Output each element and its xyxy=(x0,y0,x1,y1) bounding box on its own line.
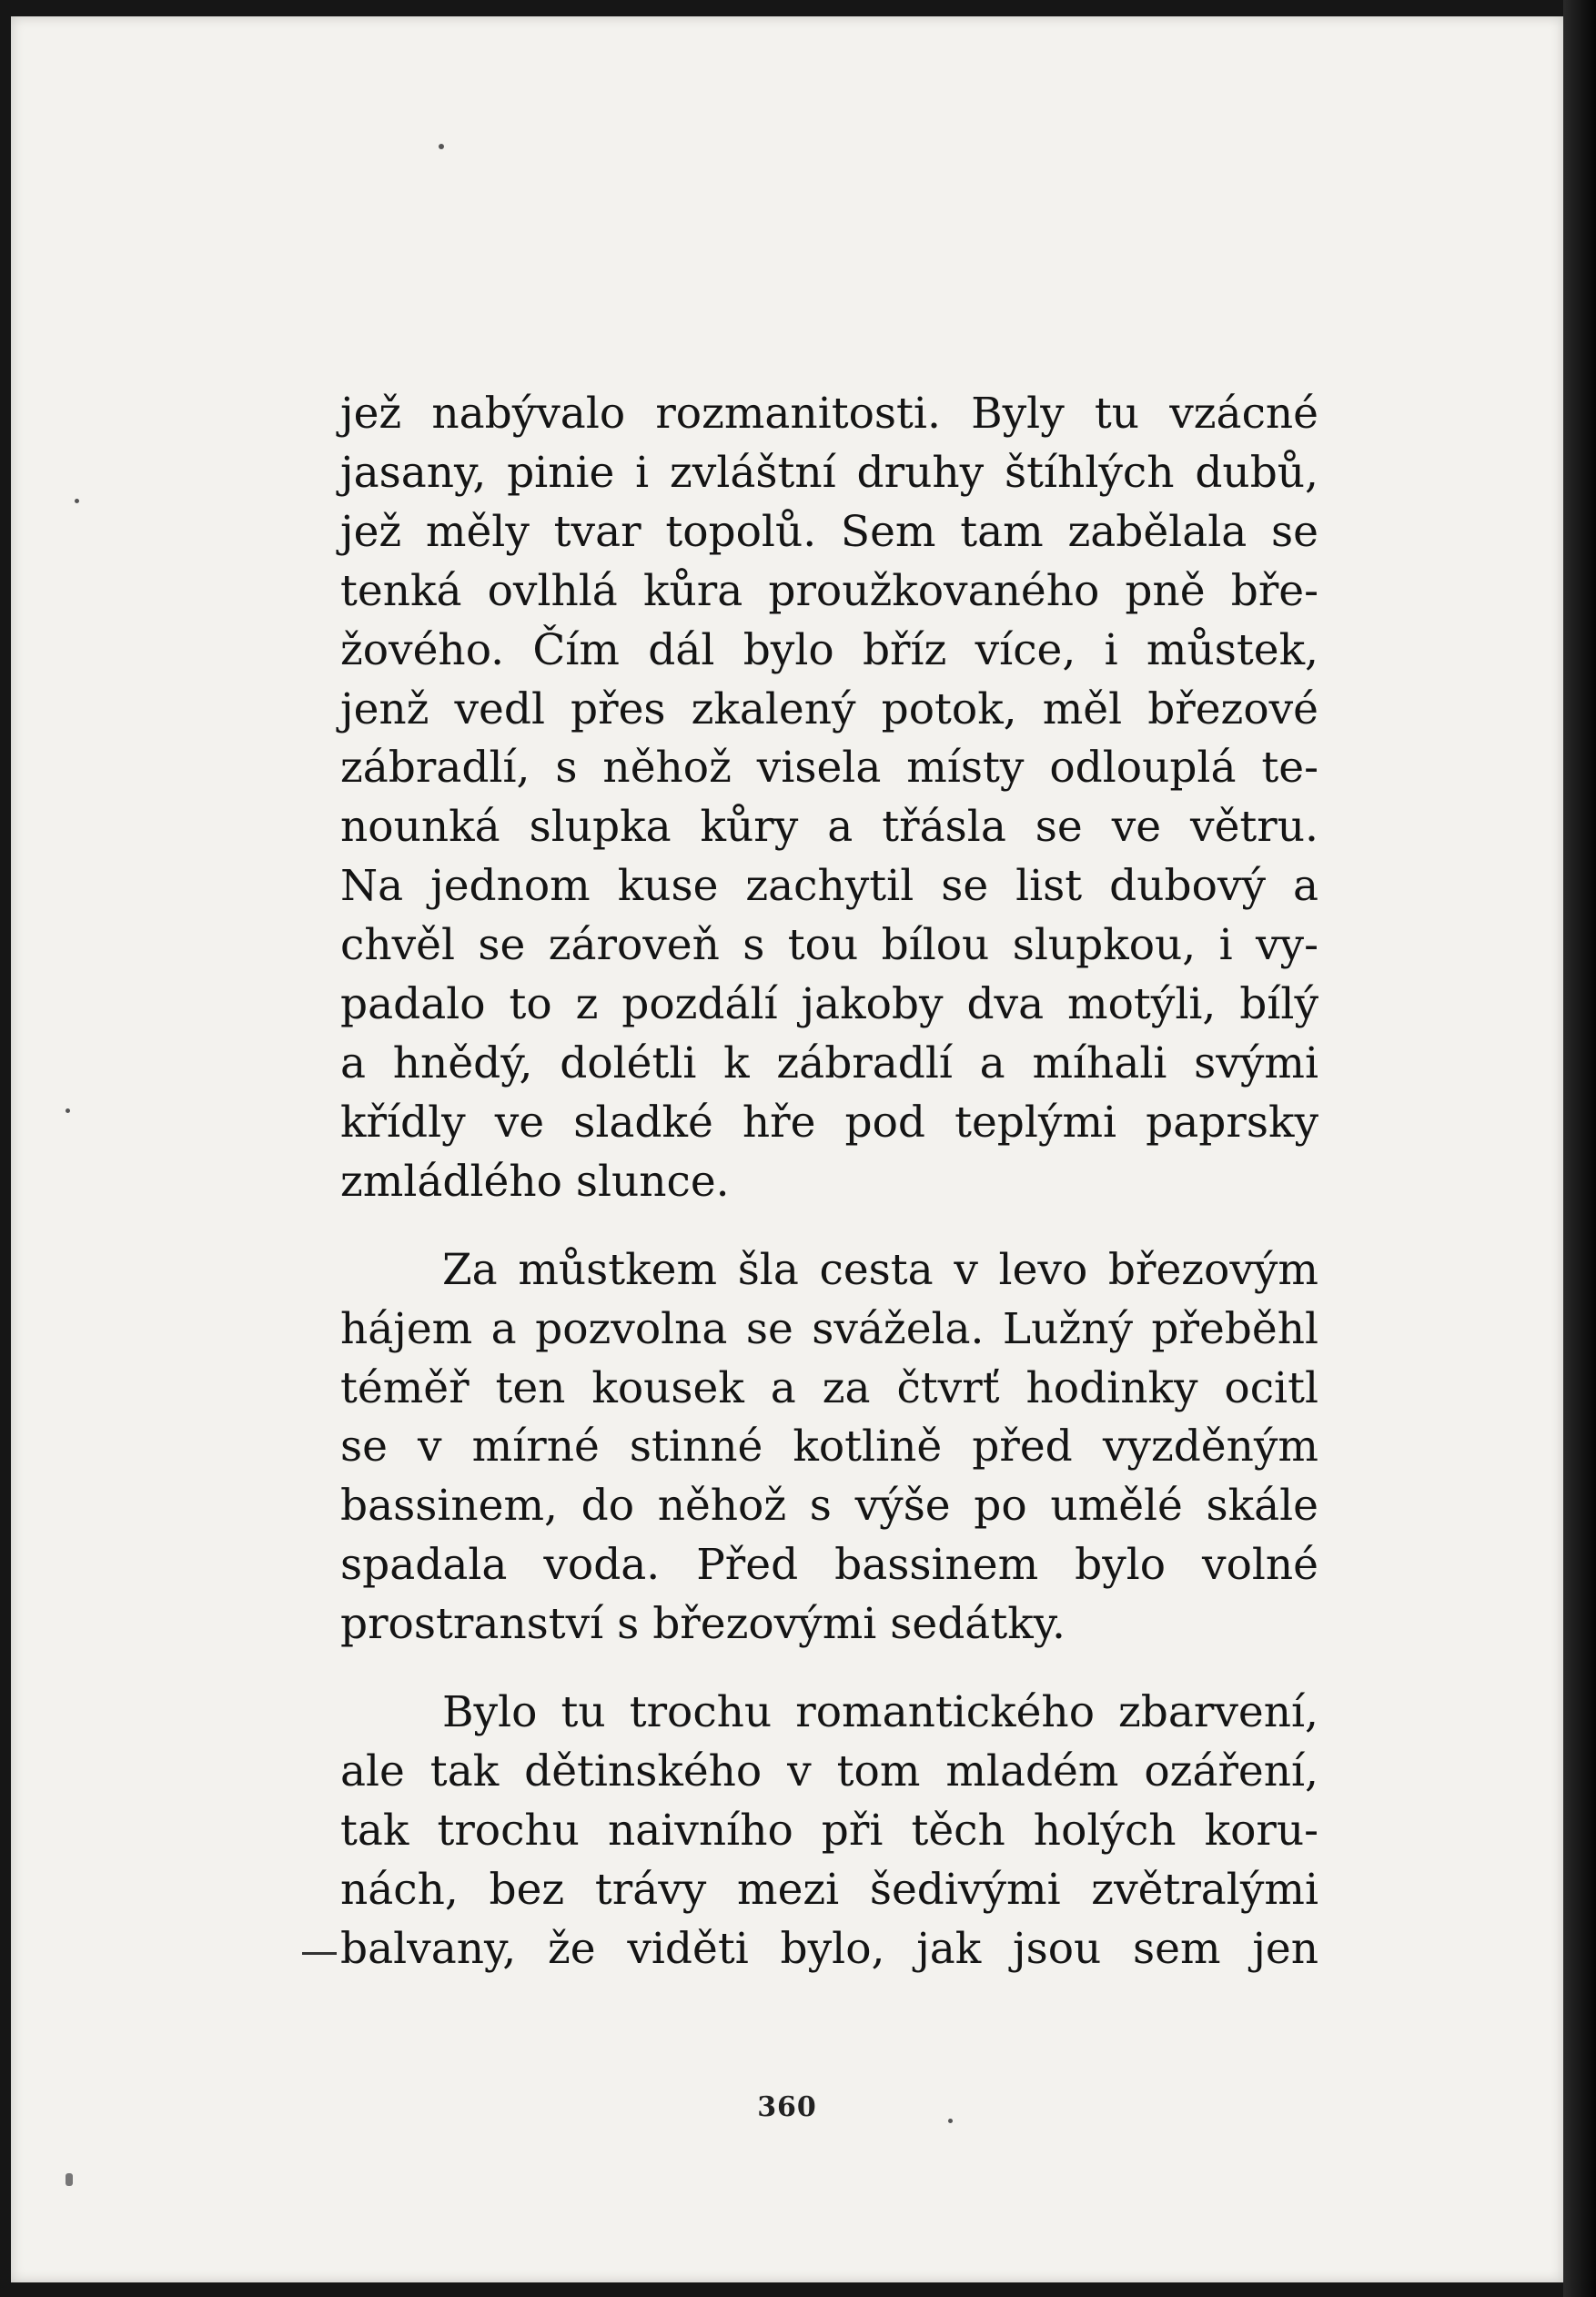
text-line: tak trochu naivního při těch holých koru- xyxy=(340,1805,1318,1856)
text-line: nounká slupka kůry a třásla se ve větru. xyxy=(340,802,1318,853)
text-line: a hnědý, dolétli k zábradlí a míhali svými xyxy=(340,1037,1318,1088)
scan-speck xyxy=(66,1108,70,1113)
text-line: jenž vedl přes zkalený potok, měl březové xyxy=(340,683,1318,734)
text-line: hájem a pozvolna se svážela. Lužný přeběhl xyxy=(340,1303,1318,1354)
text-line: jasany, pinie i zvláštní druhy štíhlých dubů, xyxy=(340,447,1318,498)
scan-speck xyxy=(439,144,444,149)
scan-speck xyxy=(66,2173,73,2186)
page-edge-shadow xyxy=(1563,0,1596,2297)
text-line: jež měly tvar topolů. Sem tam zabělala se xyxy=(340,506,1318,557)
text-line: zábradlí, s něhož visela místy odlouplá te- xyxy=(340,743,1318,794)
paragraph-1 xyxy=(340,385,1318,1212)
text-line: balvany, že viděti bylo, jak jsou sem jen xyxy=(340,1923,1318,1974)
paragraph-2 xyxy=(340,1241,1318,1654)
text-line: ale tak dětinského v tom mladém ozáření, xyxy=(340,1746,1318,1796)
text-line: zmládlého slunce. xyxy=(340,1156,730,1207)
margin-dash-mark xyxy=(302,1952,337,1955)
text-line: chvěl se zároveň s tou bílou slupkou, i vy- xyxy=(340,920,1318,971)
text-line: bassinem, do něhož s výše po umělé skále xyxy=(340,1481,1318,1532)
paragraph-3 xyxy=(340,1684,1318,1979)
text-line: Za můstkem šla cesta v levo březovým xyxy=(442,1244,1318,1295)
body-text xyxy=(340,385,1318,1979)
book-page xyxy=(11,16,1563,2282)
text-line: prostranství s březovými sedátky. xyxy=(340,1599,1066,1650)
text-line: Bylo tu trochu romantického zbarvení, xyxy=(442,1687,1318,1738)
text-line: křídly ve sladké hře pod teplými paprsky xyxy=(340,1097,1318,1148)
scan-speck xyxy=(75,499,79,503)
scan-speck xyxy=(948,2119,953,2123)
text-line: se v mírné stinné kotlině před vyzděným xyxy=(340,1422,1318,1472)
text-line: Na jednom kuse zachytil se list dubový a xyxy=(340,861,1318,912)
page-number: 360 xyxy=(757,2091,817,2123)
text-line: jež nabývalo rozmanitosti. Byly tu vzácné xyxy=(340,389,1318,439)
text-line: padalo to z pozdálí jakoby dva motýli, bílý xyxy=(340,979,1318,1030)
text-line: žového. Čím dál bylo bříz více, i můstek, xyxy=(340,624,1318,675)
text-line: téměř ten kousek a za čtvrť hodinky ocitl xyxy=(340,1362,1318,1413)
text-line: spadala voda. Před bassinem bylo volné xyxy=(340,1540,1318,1591)
text-line: tenká ovlhlá kůra proužkovaného pně bře- xyxy=(340,565,1318,616)
text-line: nách, bez trávy mezi šedivými zvětralými xyxy=(340,1864,1318,1915)
